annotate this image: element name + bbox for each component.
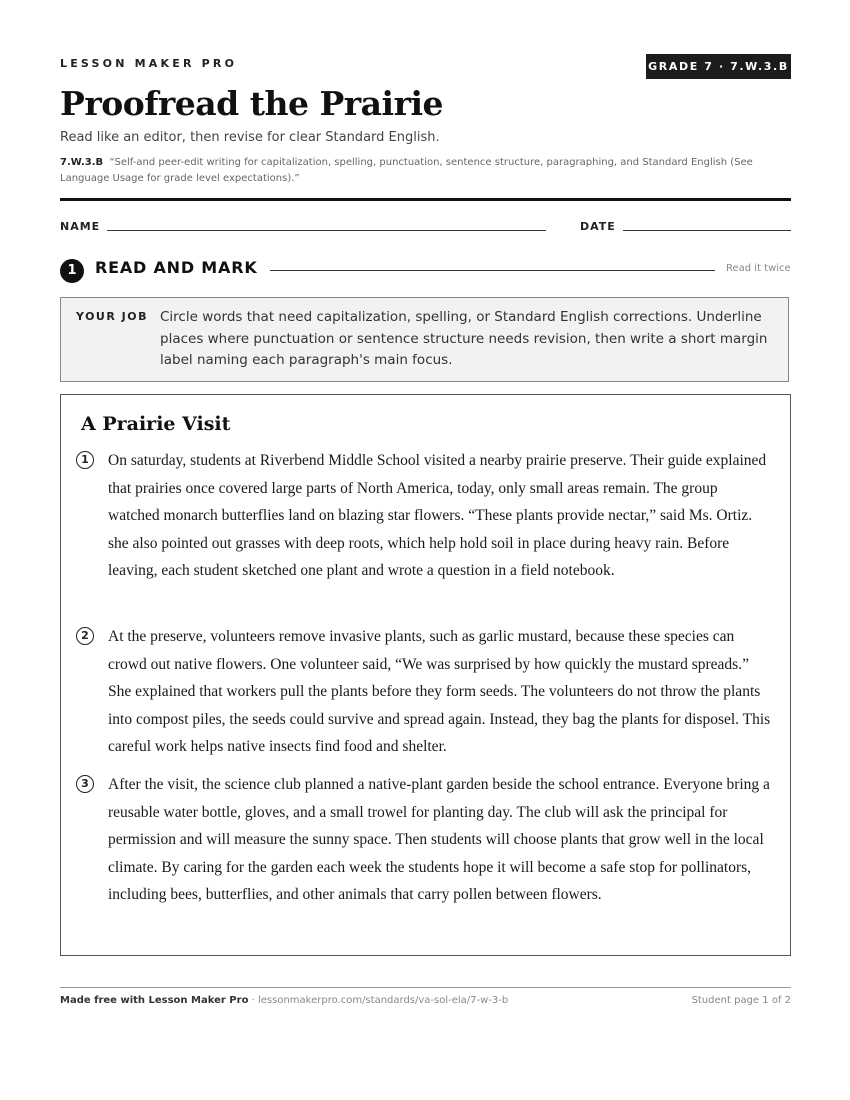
name-field[interactable]: [107, 230, 546, 231]
footer-url[interactable]: · lessonmakerpro.com/standards/va-sol-ela/7-w-3-b: [248, 995, 509, 1006]
section-number-badge: 1: [60, 259, 84, 283]
paragraph-text: On saturday, students at Riverbend Middle School visited a nearby prairie preserve. Their guide explained that prairies once covered large parts of North America, today, only small areas remain. The group watched monarch butterflies land on blazing star flowers. “These plants provide nectar,” said Ms. Ortiz. she also pointed out grasses with deep roots, which help hold soil in place during heavy rain. Before leaving, each student sketched one plant and wrote a question in a field notebook.: [108, 452, 767, 580]
paragraph-text: At the preserve, volunteers remove invasive plants, such as garlic mustard, because these species can crowd out native flowers. One volunteer said, “We was surprised by how quickly the mustard spreads.” She explained that workers pull the plants before they form seeds. The volunteers do not throw the plants into compost piles, the seeds could survive and spread again. Instead, they bag the plants for disposel. This careful work helps native insects find food and shelter.: [108, 628, 771, 756]
paragraph-number: 1: [76, 451, 94, 469]
instructions-box: [60, 297, 789, 382]
paragraph-number: 3: [76, 775, 94, 793]
standard-code: 7.W.3.B: [60, 157, 104, 168]
page-title: Proofread the Prairie: [60, 84, 444, 123]
standard-text: “Self-and peer-edit writing for capitalization, spelling, punctuation, sentence structure, paragraphing, and Standard English (See Language Usage for grade level expectations).”: [60, 157, 753, 184]
passage-title: A Prairie Visit: [81, 413, 231, 435]
section-hint: Read it twice: [726, 263, 791, 274]
footer-page-number: Student page 1 of 2: [691, 995, 791, 1006]
footer-made-with: Made free with Lesson Maker Pro: [60, 995, 249, 1006]
grade-badge: GRADE 7 · 7.W.3.B: [646, 54, 791, 79]
brand-name: LESSON MAKER PRO: [60, 57, 238, 70]
section-title: READ AND MARK: [95, 258, 258, 277]
paragraph-text: After the visit, the science club planned a native-plant garden beside the school entrance. Everyone bring a reusable water bottle, gloves, and a small trowel for planting day. The club will ask the principal for permission and will measure the sunny space. Then students will choose plants that grow well in the local climate. By caring for the garden each week the students hope it will become a safe stop for pollinators, including bees, butterflies, and other animals that carry pollen between flowers.: [108, 776, 770, 904]
standard-description: [60, 155, 770, 187]
footer-credit: [60, 995, 508, 1006]
section-divider: [270, 270, 715, 271]
instructions-text: Circle words that need capitalization, spelling, or Standard English corrections. Underline places where punctuation or sentence structure needs revision, then write a short margin label naming each paragraph's main focus.: [160, 309, 768, 368]
name-label: NAME: [60, 220, 101, 233]
header-divider: [60, 198, 791, 201]
date-field[interactable]: [623, 230, 791, 231]
passage-box: [60, 394, 791, 956]
paragraph-number: 2: [76, 627, 94, 645]
date-label: DATE: [580, 220, 616, 233]
page-subtitle: Read like an editor, then revise for clear Standard English.: [60, 130, 440, 145]
footer-divider: [60, 987, 791, 988]
instructions-label: YOUR JOB: [76, 310, 148, 323]
